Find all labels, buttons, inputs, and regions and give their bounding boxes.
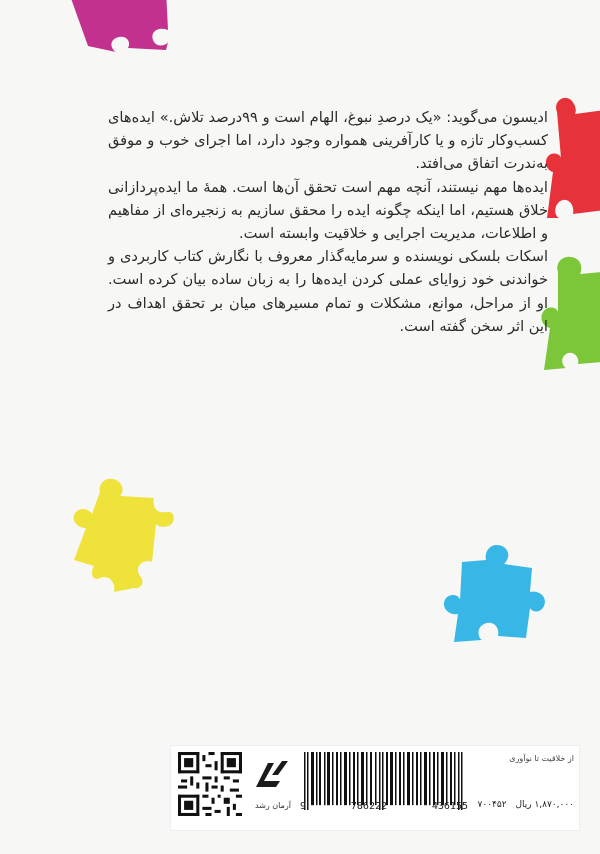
isbn-group-1: 786222: [350, 801, 388, 812]
yellow-puzzle-piece: [68, 476, 178, 594]
price-line: [470, 800, 574, 810]
blurb-paragraph: ادیسون می‌گوید: «یک درصدِ نبوغ، الهام است و ۹۹درصد تلاش.» ایده‌های کسب‌وکار تازه و یا کارآفرینی همواره وجود دارد، اما اجرای خوب و موفق به‌ندرت اتفاق می‌افتد.: [108, 109, 548, 173]
price-text: ۱,۸۷۰,۰۰۰ ریال: [515, 800, 574, 810]
isbn-number: [300, 801, 468, 812]
blurb-paragraph: ایده‌ها مهم نیستند، آنچه مهم است تحقق آن‌ها است. همهٔ ما ایده‌پردازانی خلاق هستیم، اما اینکه چگونه ایده را محقق سازیم به زنجیره‌ای از مفاهیم و اطلاعات، مدیریت اجرایی و خلاقیت وابسته است.: [108, 178, 548, 243]
blurb-paragraph: اسکات بلسکی نویسنده و سرمایه‌گذار معروف با نگارش کتاب کاربردی و خواندنی خود زوایای عملی کردن ایده‌ها را به زبان ساده بیان کرده است. او از مراحل، موانع، مشکلات و تمام مسیرهای میان بر تحقق اهداف در این اثر سخن گفته است.: [108, 248, 548, 335]
isbn-prefix: 9: [300, 801, 307, 812]
blurb-text: [108, 106, 548, 338]
magenta-puzzle-piece: [58, 0, 178, 56]
qr-code: [178, 752, 242, 816]
red-puzzle-piece: [545, 92, 600, 222]
publisher-name: آرمان رشد: [255, 801, 291, 810]
publisher-logo: [252, 757, 292, 791]
isbn-group-2: 436155: [431, 801, 468, 812]
blue-puzzle-piece: [432, 540, 552, 648]
catalog-code: ۷۰۰۴۵۲: [477, 800, 507, 810]
series-text: از خلاقیت تا نوآوری: [509, 754, 574, 763]
